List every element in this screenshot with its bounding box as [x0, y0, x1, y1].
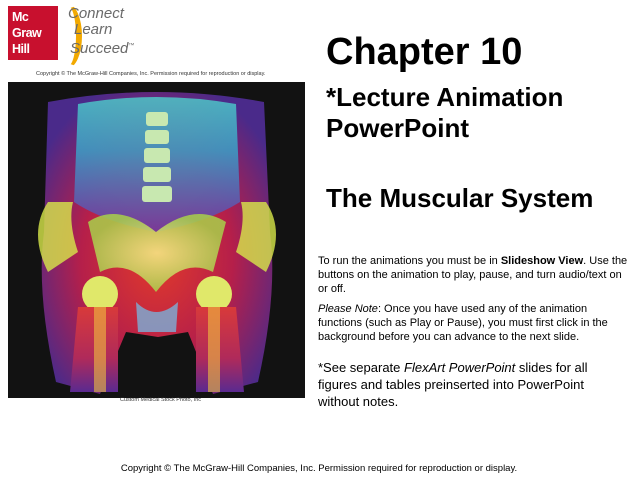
section-title: The Muscular System [326, 183, 594, 213]
tagline-trademark: ™ [128, 43, 135, 49]
footer-copyright: Copyright © The McGraw-Hill Companies, Inc. Permission required for reproduction or display. [120, 463, 518, 474]
tagline-succeed-text: Succeed [70, 40, 129, 57]
mcgraw-hill-logo [8, 6, 143, 62]
slide-subtitle [326, 82, 563, 144]
instruction-text: . Use the buttons on the animation to play, pause, and turn audio/text on or off. [318, 255, 628, 295]
slideshow-view-emphasis: Slideshow View [500, 255, 584, 267]
instruction-paragraph-2 [318, 302, 630, 344]
image-copyright: Copyright © The McGraw-Hill Companies, Inc. Permission required for reproduction or display. [36, 71, 266, 77]
tagline-learn: Learn [74, 21, 113, 38]
instructions [318, 254, 630, 350]
please-note-label: Please Note [318, 303, 378, 315]
tagline-connect: Connect [68, 5, 124, 22]
instruction-text: : Once you have used any of the animation functions (such as Play or Pause), you must first click in the background before you can advance to the next slide. [318, 303, 608, 343]
subtitle-line-1: *Lecture Animation [326, 82, 564, 112]
instruction-text: To run the animations you must be in [318, 255, 501, 267]
flexart-note-text: slides for all figures and tables preinserted into PowerPoint without notes. [318, 360, 588, 409]
mcgraw-hill-logo-box [8, 6, 58, 60]
mri-image [8, 82, 305, 398]
logo-line-mc: Mc [12, 10, 29, 24]
image-credit: Custom Medical Stock Photo, Inc [120, 397, 202, 403]
flexart-note [318, 359, 618, 410]
logo-tagline [68, 6, 134, 57]
logo-line-graw: Graw [12, 26, 42, 40]
mri-pelvis-illustration [8, 82, 305, 398]
tagline-succeed [68, 38, 134, 57]
flexart-note-text: *See separate [318, 360, 405, 375]
subtitle-line-2: PowerPoint [326, 113, 470, 143]
slide-title: Chapter 10 [326, 31, 523, 73]
instruction-paragraph-1 [318, 254, 630, 296]
logo-line-hill: Hill [12, 42, 30, 56]
flexart-title: FlexArt PowerPoint [404, 360, 516, 375]
